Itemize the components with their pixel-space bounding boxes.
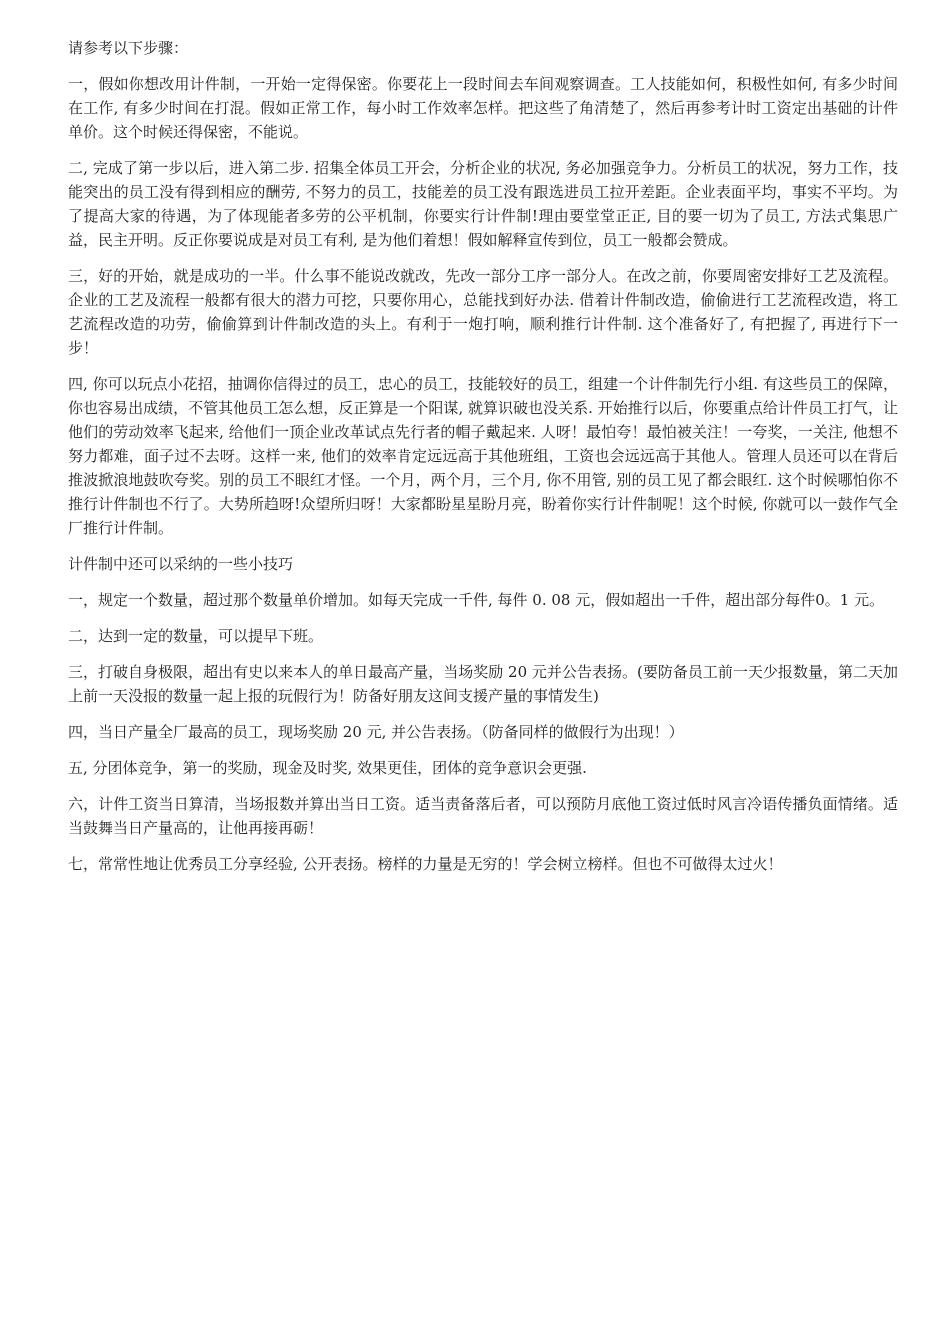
tip-paragraph-2: 二，达到一定的数量，可以提早下班。: [68, 627, 324, 645]
document-body: [68, 36, 898, 888]
step-paragraph-4: 四, 你可以玩点小花招，抽调你信得过的员工，忠心的员工，技能较好的员工，组建一个计件制先行小组. 有这些员工的保障，你也容易出成绩，不管其他员工怎么想，反正算是一个阳谋, 就算识破也没关系. 开始推行以后，你要重点给计件员工打气，让他们的劳动效率飞起来, 给他们一顶企业改革试点先行者的帽子戴起来. 人呀！最怕夸！最怕被关注！一夸奖，一关注, 他想不努力都难，面子过不去呀。这样一来, 他们的效率肯定远远高于其他班组，工资也会远远高于其他人。管理人员还可以在背后推波掀浪地鼓吹夸奖。别的员工不眼红才怪。一个月，两个月，三个月, 你不用管, 别的员工见了都会眼红. 这个时候哪怕你不推行计件制也不行了。大势所趋呀!众望所归呀！大家都盼星星盼月亮，盼着你实行计件制呢！这个时候, 你就可以一鼓作气全厂推行计件制。: [68, 375, 898, 537]
step-paragraph-2: 二, 完成了第一步以后，进入第二步. 招集全体员工开会，分析企业的状况, 务必加强竞争力。分析员工的状况，努力工作，技能突出的员工没有得到相应的酬劳, 不努力的员工，技能差的员工没有跟选进员工拉开差距。企业表面平均，事实不平均。为了提高大家的待遇，为了体现能者多劳的公平机制，你要实行计件制!理由要堂堂正正, 目的要一切为了员工, 方法式集思广益，民主开明。反正你要说成是对员工有利, 是为他们着想！假如解释宣传到位，员工一般都会赞成。: [68, 159, 898, 249]
tip-paragraph-6: 六，计件工资当日算清，当场报数并算出当日工资。适当责备落后者，可以预防月底他工资过低时风言冷语传播负面情绪。适当鼓舞当日产量高的，让他再接再砺！: [68, 795, 898, 837]
tip-paragraph-5: 五, 分团体竞争，第一的奖励，现金及时奖, 效果更佳，团体的竞争意识会更强.: [68, 759, 587, 777]
tip-paragraph-7: 七，常常性地让优秀员工分享经验, 公开表扬。榜样的力量是无穷的！学会树立榜样。但也不可做得太过火！: [68, 855, 783, 873]
step-paragraph-1: 一，假如你想改用计件制，一开始一定得保密。你要花上一段时间去车间观察调查。工人技能如何，积极性如何, 有多少时间在工作, 有多少时间在打混。假如正常工作，每小时工作效率怎样。把这些了角清楚了，然后再参考计时工资定出基础的计件单价。这个时候还得保密，不能说。: [68, 75, 898, 141]
tips-heading: 计件制中还可以采纳的一些小技巧: [68, 555, 294, 573]
step-paragraph-3: 三，好的开始，就是成功的一半。什么事不能说改就改，先改一部分工序一部分人。在改之前，你要周密安排好工艺及流程。企业的工艺及流程一般都有很大的潜力可挖，只要你用心，总能找到好办法. 借着计件制改造，偷偷进行工艺流程改造，将工艺流程改造的功劳，偷偷算到计件制改造的头上。有利于一炮打响，顺利推行计件制. 这个准备好了, 有把握了, 再进行下一步！: [68, 267, 898, 357]
tip-paragraph-1: 一，规定一个数量，超过那个数量单价增加。如每天完成一千件, 每件 0. 08 元，假如超出一千件，超出部分每件0。1 元。: [68, 591, 885, 609]
tip-paragraph-4: 四，当日产量全厂最高的员工，现场奖励 20 元, 并公告表扬。（防备同样的做假行为出现！）: [68, 723, 684, 741]
tip-paragraph-3: 三，打破自身极限，超出有史以来本人的单日最高产量，当场奖励 20 元并公告表扬。(要防备员工前一天少报数量，第二天加上前一天没报的数量一起上报的玩假行为！防备好朋友这间支援产量的事情发生): [68, 663, 898, 705]
intro-line: 请参考以下步骤：: [68, 39, 189, 57]
